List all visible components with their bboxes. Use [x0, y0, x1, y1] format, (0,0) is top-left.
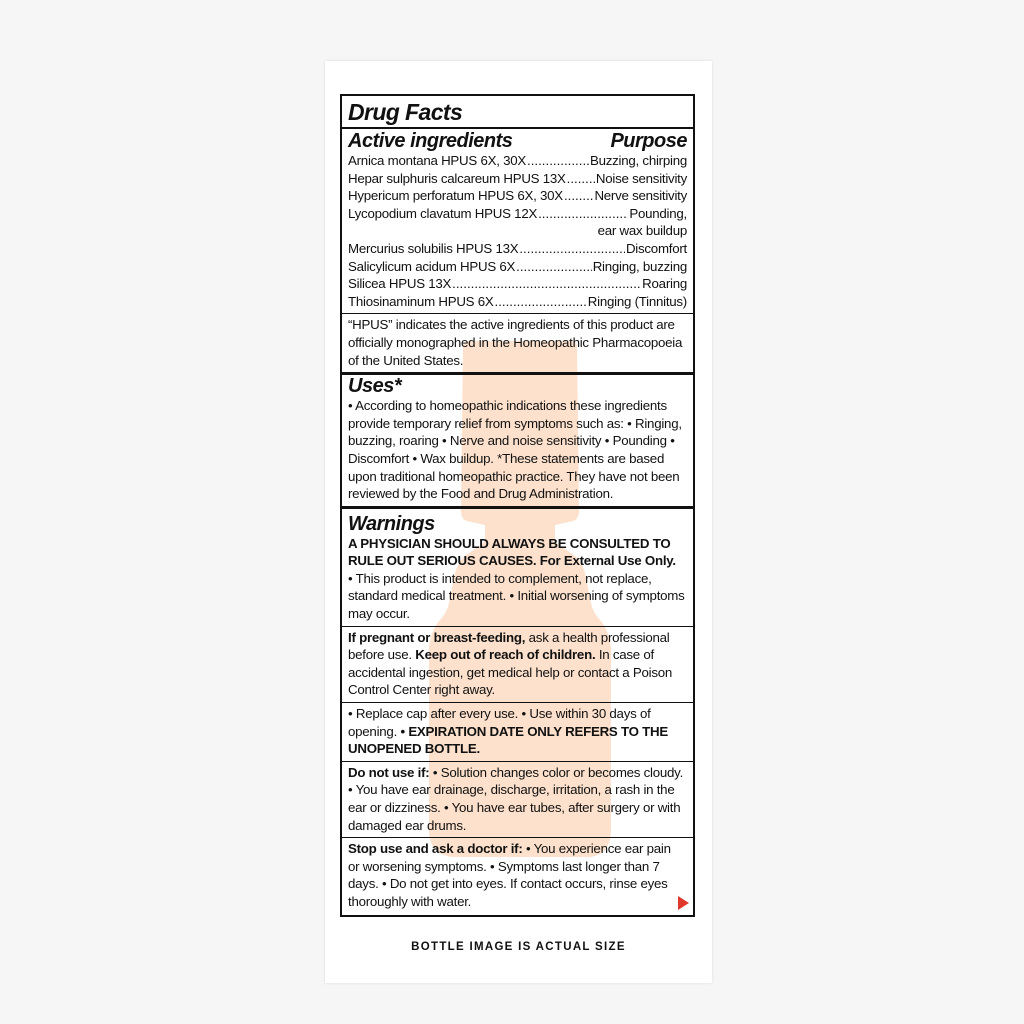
ingredient-purpose-continued: ear wax buildup [597, 223, 687, 239]
ingredient-name: Hepar sulphuris calcareum HPUS 13X [348, 170, 566, 186]
warnings-section [342, 506, 693, 626]
ingredient-purpose: Nerve sensitivity [594, 188, 687, 204]
ingredient-row [348, 152, 687, 170]
reach-text: In case of accidental ingestion, get medical help or contact a Poison Control Center right away. [348, 647, 673, 698]
expiry-note: • EXPIRATION DATE ONLY REFERS TO THE UNOPENED BOTTLE. [348, 723, 669, 757]
ingredient-name: Thiosinaminum HPUS 6X [348, 293, 494, 309]
dot-leader [527, 152, 589, 170]
dot-leader [538, 205, 628, 223]
ingredient-purpose: Ringing, buzzing [592, 258, 687, 274]
ingredient-row [348, 205, 687, 223]
ingredient-name: Salicylicum acidum HPUS 6X [348, 258, 516, 274]
drug-facts-panel [340, 94, 695, 917]
ingredient-purpose: Noise sensitivity [595, 170, 687, 186]
storage-text [348, 705, 687, 758]
pregnant-text: ask a health professional before use. [348, 629, 670, 663]
active-ingredients-section [342, 129, 693, 313]
uses-section [342, 372, 693, 506]
drug-facts-card [325, 61, 712, 983]
hpus-note: “HPUS” indicates the active ingredients of this product are officially monographed in the Homeopathic Pharmacopoeia of the United States. [348, 317, 683, 368]
hpus-note-section [342, 313, 693, 372]
ingredient-purpose: Ringing (Tinnitus) [587, 293, 687, 309]
reach-label: Keep out of reach of children. [415, 647, 596, 663]
pregnancy-warning [348, 629, 687, 699]
ingredient-row [348, 187, 687, 205]
dot-leader [519, 240, 625, 258]
storage-section [342, 702, 693, 761]
dot-leader [452, 275, 641, 293]
do-not-use-text [348, 764, 687, 834]
bottle-size-note: BOTTLE IMAGE IS ACTUAL SIZE [411, 941, 626, 953]
stop-use-section [342, 837, 693, 914]
do-not-use-label: Do not use if: [348, 764, 430, 780]
stop-use-label: Stop use and ask a doctor if: [348, 841, 523, 857]
ingredient-row [348, 293, 687, 311]
ingredient-row [348, 258, 687, 276]
active-ingredients-heading: Active ingredients [348, 130, 513, 152]
pregnancy-warning-section [342, 626, 693, 702]
stop-use-body: • You experience ear pain or worsening symptoms. • Symptoms last longer than 7 days. • Do not get into eyes. If contact occurs, rinse eyes thoroughly with water. [348, 841, 671, 909]
dot-leader [516, 258, 592, 276]
physician-warning: A PHYSICIAN SHOULD ALWAYS BE CONSULTED TO RULE OUT SERIOUS CAUSES. For External Use Only. [348, 535, 676, 569]
do-not-use-section [342, 761, 693, 837]
purpose-heading: Purpose [610, 130, 687, 152]
ingredient-name: Lycopodium clavatum HPUS 12X [348, 205, 538, 221]
stop-use-text [348, 840, 687, 910]
ingredient-purpose: Roaring [642, 276, 687, 292]
ingredient-row [348, 170, 687, 188]
uses-heading: Uses* [348, 375, 402, 398]
dot-leader [495, 293, 587, 311]
dot-leader [564, 187, 594, 205]
ingredient-row [348, 275, 687, 293]
ingredient-name: Hypericum perforatum HPUS 6X, 30X [348, 188, 563, 204]
warnings-heading: Warnings [348, 512, 435, 535]
warnings-intro: • This product is intended to complement, not replace, standard medical treatment. • Initial worsening of symptoms may occur. [348, 570, 685, 622]
active-ingredients-header [348, 129, 687, 152]
ingredient-list [348, 152, 687, 310]
uses-text: • According to homeopathic indications these ingredients provide temporary relief from symptoms such as: • Ringing, buzzing, roaring • Nerve and noise sensitivity • Pounding • Discomfort • Wax buildup. *These statements are based upon traditional homeopathic practice. They have not been reviewed by the Food and Drug Administration. [348, 398, 682, 502]
dot-leader [567, 170, 595, 188]
ingredient-purpose: Discomfort [625, 240, 687, 256]
continue-arrow-icon [678, 896, 689, 910]
panel-title: Drug Facts [342, 96, 693, 129]
ingredient-row [348, 240, 687, 258]
ingredient-name: Arnica montana HPUS 6X, 30X [348, 153, 527, 168]
ingredient-purpose: Pounding, [629, 205, 687, 221]
ingredient-name: Mercurius solubilis HPUS 13X [348, 240, 519, 256]
replace-text: • Replace cap after every use. • Use within 30 days of opening. [348, 706, 651, 739]
do-not-use-body: • Solution changes color or becomes cloudy. • You have ear drainage, discharge, irritation, a rash in the ear or dizziness. • You have ear tubes, after surgery or with damaged ear drums. [348, 764, 684, 833]
ingredient-purpose: Buzzing, chirping [589, 153, 687, 168]
ingredient-name: Silicea HPUS 13X [348, 276, 452, 292]
pregnant-label: If pregnant or breast-feeding, [348, 629, 526, 645]
